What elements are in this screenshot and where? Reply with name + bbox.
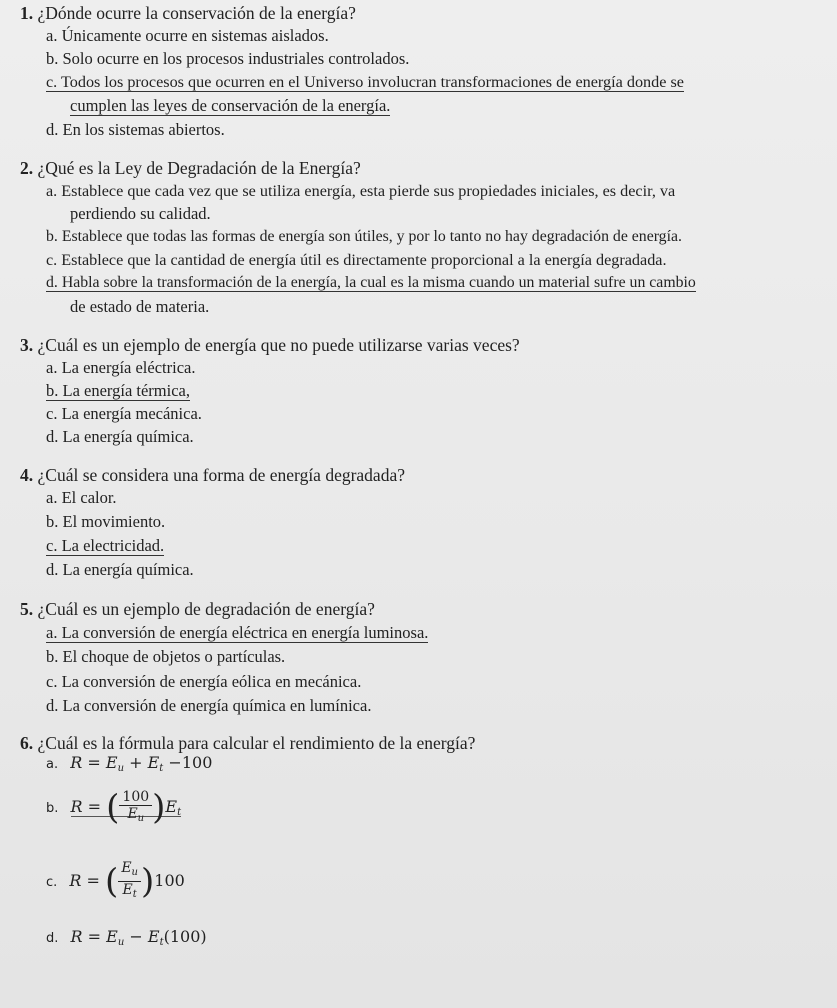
q6-option-c: c. R = ( $\frac{E_u}{E_t}$ )100 xyxy=(46,860,185,902)
q2-option-a-cont: perdiendo su calidad. xyxy=(70,204,211,223)
q1-option-a: a. Únicamente ocurre en sistemas aislados. xyxy=(46,26,329,45)
question-2-text: ¿Qué es la Ley de Degradación de la Energía? xyxy=(37,158,361,178)
q4-option-c: c. La electricidad. xyxy=(46,536,165,555)
q3-option-c: c. La energía mecánica. xyxy=(46,404,202,423)
q5-option-c: c. La conversión de energía eólica en mecánica. xyxy=(46,672,362,691)
q6-option-a: a. $R = E_u + E_t -100$ xyxy=(46,753,213,774)
question-3-text: ¿Cuál es un ejemplo de energía que no puede utilizarse varias veces? xyxy=(37,335,520,355)
question-6-text: ¿Cuál es la fórmula para calcular el rendimiento de la energía? xyxy=(37,733,476,753)
formula-b: R = ( $\frac{100}{E_u}$ )$E_t$ xyxy=(70,787,182,828)
question-3: 3. ¿Cuál es un ejemplo de energía que no puede utilizarse varias veces? xyxy=(20,335,520,355)
q3-option-a: a. La energía eléctrica. xyxy=(46,358,196,377)
q5-option-a: a. La conversión de energía eléctrica en energía luminosa. xyxy=(46,623,429,642)
question-4-text: ¿Cuál se considera una forma de energía degradada? xyxy=(37,465,405,485)
question-1: 1. ¿Dónde ocurre la conservación de la energía? xyxy=(20,3,356,23)
q2-option-c: c. Establece que la cantidad de energía útil es directamente proporcional a la energía degradada. xyxy=(46,251,667,269)
question-5: 5. ¿Cuál es un ejemplo de degradación de energía? xyxy=(20,599,375,619)
q2-option-b: b. Establece que todas las formas de energía son útiles, y por lo tanto no hay degradación de energía. xyxy=(46,228,682,245)
q6-option-b: b. R = ( $\frac{100}{E_u}$ )$E_t$ xyxy=(46,787,182,828)
q1-option-c: c. Todos los procesos que ocurren en el Universo involucran transformaciones de energía donde se xyxy=(46,73,684,91)
question-1-text: ¿Dónde ocurre la conservación de la energía? xyxy=(37,3,356,23)
q1-option-d: d. En los sistemas abiertos. xyxy=(46,120,225,139)
q4-option-b: b. El movimiento. xyxy=(46,512,166,531)
q2-option-a: a. Establece que cada vez que se utiliza energía, esta pierde sus propiedades iniciales, es decir, va xyxy=(46,182,676,200)
formula-a: $R = E_u + E_t -100$ xyxy=(70,753,213,774)
q4-option-d: d. La energía química. xyxy=(46,560,194,579)
question-4: 4. ¿Cuál se considera una forma de energía degradada? xyxy=(20,465,405,485)
question-2: 2. ¿Qué es la Ley de Degradación de la Energía? xyxy=(20,158,361,178)
q4-option-a: a. El calor. xyxy=(46,488,117,507)
q5-option-d: d. La conversión de energía química en lumínica. xyxy=(46,696,372,715)
formula-d: $R = E_u - E_t(100)$ xyxy=(70,927,207,948)
q3-option-d: d. La energía química. xyxy=(46,427,194,446)
q1-option-b: b. Solo ocurre en los procesos industriales controlados. xyxy=(46,49,410,68)
q6-option-d: d. $R = E_u - E_t(100)$ xyxy=(46,927,207,948)
q5-option-b: b. El choque de objetos o partículas. xyxy=(46,647,286,666)
formula-c: R = ( $\frac{E_u}{E_t}$ )100 xyxy=(69,860,185,902)
q2-option-d-cont: de estado de materia. xyxy=(70,297,210,316)
q1-option-c-cont: cumplen las leyes de conservación de la energía. xyxy=(70,96,391,115)
question-5-text: ¿Cuál es un ejemplo de degradación de energía? xyxy=(37,599,375,619)
q2-option-d: d. Habla sobre la transformación de la energía, la cual es la misma cuando un material sufre un cambio xyxy=(46,274,696,291)
q3-option-b: b. La energía térmica, xyxy=(46,381,190,400)
question-6: 6. ¿Cuál es la fórmula para calcular el rendimiento de la energía? xyxy=(20,733,476,753)
